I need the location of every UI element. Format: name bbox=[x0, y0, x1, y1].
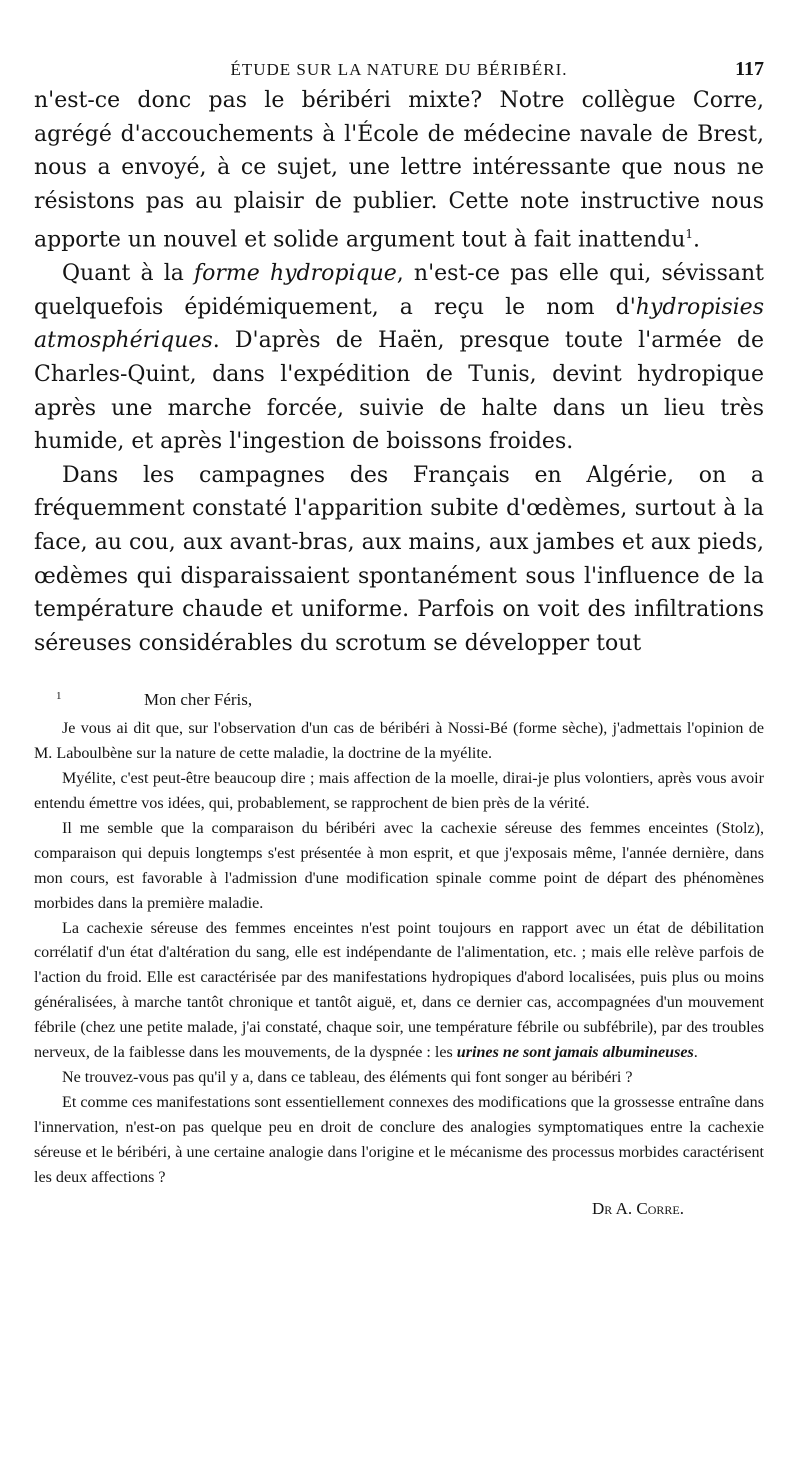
paragraph-2 bbox=[34, 257, 764, 459]
italic-hydropisies: hydropisies atmosphériques bbox=[34, 294, 764, 354]
footnote bbox=[34, 688, 764, 1221]
paragraph-2-text-a: Quant à la bbox=[62, 261, 195, 287]
footnote-mark: 1 bbox=[56, 690, 62, 703]
footnote-paragraph-1: Je vous ai dit que, sur l'observation d'un cas de béribéri à Nossi-Bé (forme sèche), j'admettais l'opinion de M. Laboulbène sur la nature de cette maladie, la doctrine de la myélite. bbox=[34, 720, 764, 763]
footnote-paragraph-2: Myélite, c'est peut-être beaucoup dire ; mais affection de la moelle, dirai-je plus volontiers, après vous avoir entendu émettre vos idées, qui, probablement, se rapprochent de bien près de la vérité. bbox=[34, 770, 764, 813]
paragraph-1 bbox=[34, 84, 764, 257]
footnote-salutation bbox=[34, 688, 764, 713]
main-text bbox=[34, 84, 764, 660]
footnote-paragraph-4-text-a: La cachexie séreuse des femmes enceintes n'est point toujours en rapport avec un état de débilitation corrélatif d'un état d'altération du sang, elle est indépendante de l'alimentation, etc. ; mais elle relève parfois de l'action du froid. Elle est caractérisée par des manifestations hydropiques d'abord localisées, puis plus ou moins généralisées, à marche tantôt chronique et tantôt aiguë, et, dans ce dernier cas, accompagnées d'un mouvement fébrile (chez une petite malade, j'ai constaté, chaque soir, une température fébrile ou subfébrile), par des troubles nerveux, de la faiblesse dans les mouvements, de la dyspnée : les bbox=[34, 919, 764, 1062]
footnote-paragraph-3: Il me semble que la comparaison du béribéri avec la cachexie séreuse des femmes enceintes (Stolz), comparaison qui depuis longtemps s'est présentée à mon esprit, et que j'exposais même, l'année dernière, dans mon cours, est favorable à l'admission d'une modification spinale comme point de départ des phénomènes morbides dans la première maladie. bbox=[34, 819, 764, 912]
salutation-text: Mon cher Féris, bbox=[144, 690, 253, 710]
paragraph-1-end: . bbox=[693, 227, 701, 253]
footnote-reference: 1 bbox=[685, 227, 694, 242]
signature: Dr A. Corre. bbox=[592, 1198, 684, 1218]
footnote-paragraph-5: Ne trouvez-vous pas qu'il y a, dans ce tableau, des éléments qui font songer au béribéri ? bbox=[62, 1069, 633, 1087]
paragraph-3: Dans les campagnes des Français en Algérie, on a fréquemment constaté l'apparition subite d'œdèmes, surtout à la face, au cou, aux avant-bras, aux mains, aux jambes et aux pieds, œdèmes qui disparaissaient spontanément sous l'influence de la température chaude et uniforme. Parfois on voit des infiltrations séreuses considérables du scrotum se développer tout bbox=[34, 462, 764, 656]
book-page bbox=[34, 60, 764, 1221]
italic-forme-hydropique: forme hydropique bbox=[194, 261, 397, 287]
running-title: ÉTUDE SUR LA NATURE DU BÉRIBÉRI. bbox=[230, 60, 568, 79]
footnote-paragraph-4 bbox=[34, 917, 764, 1066]
paragraph-2-text-c: . D'après de Haën, presque toute l'armée de Charles-Quint, dans l'expédition de Tunis, devint hydropique après une marche forcée, suivie de halte dans un lieu très humide, et après l'ingestion de boissons froides. bbox=[34, 328, 764, 455]
footnote-paragraph-4-text-b: . bbox=[693, 1044, 698, 1062]
paragraph-2-text-b: , n'est-ce pas elle qui, sévissant quelquefois épidémiquement, a reçu le nom d' bbox=[34, 261, 764, 320]
footnote-paragraph-6: Et comme ces manifestations sont essentiellement connexes des modifications que la grossesse entraîne dans l'innervation, n'est-on pas quelque peu en droit de conclure des analogies symptomatiques entre la cachexie séreuse et le béribéri, à une certaine analogie dans l'origine et le mécanisme des processus morbides caractérisent les deux affections ? bbox=[34, 1093, 764, 1186]
page-number: 117 bbox=[735, 58, 764, 80]
italic-urines: urines ne sont jamais albumineuses bbox=[456, 1044, 694, 1062]
paragraph-1-text: n'est-ce donc pas le béribéri mixte? Notre collègue Corre, agrégé d'accouchements à l'École de médecine navale de Brest, nous a envoyé, à ce sujet, une lettre intéressante que nous ne résistons pas au plaisir de publier. Cette note instructive nous apporte un nouvel et solide argument tout à fait inattendu bbox=[34, 88, 764, 253]
